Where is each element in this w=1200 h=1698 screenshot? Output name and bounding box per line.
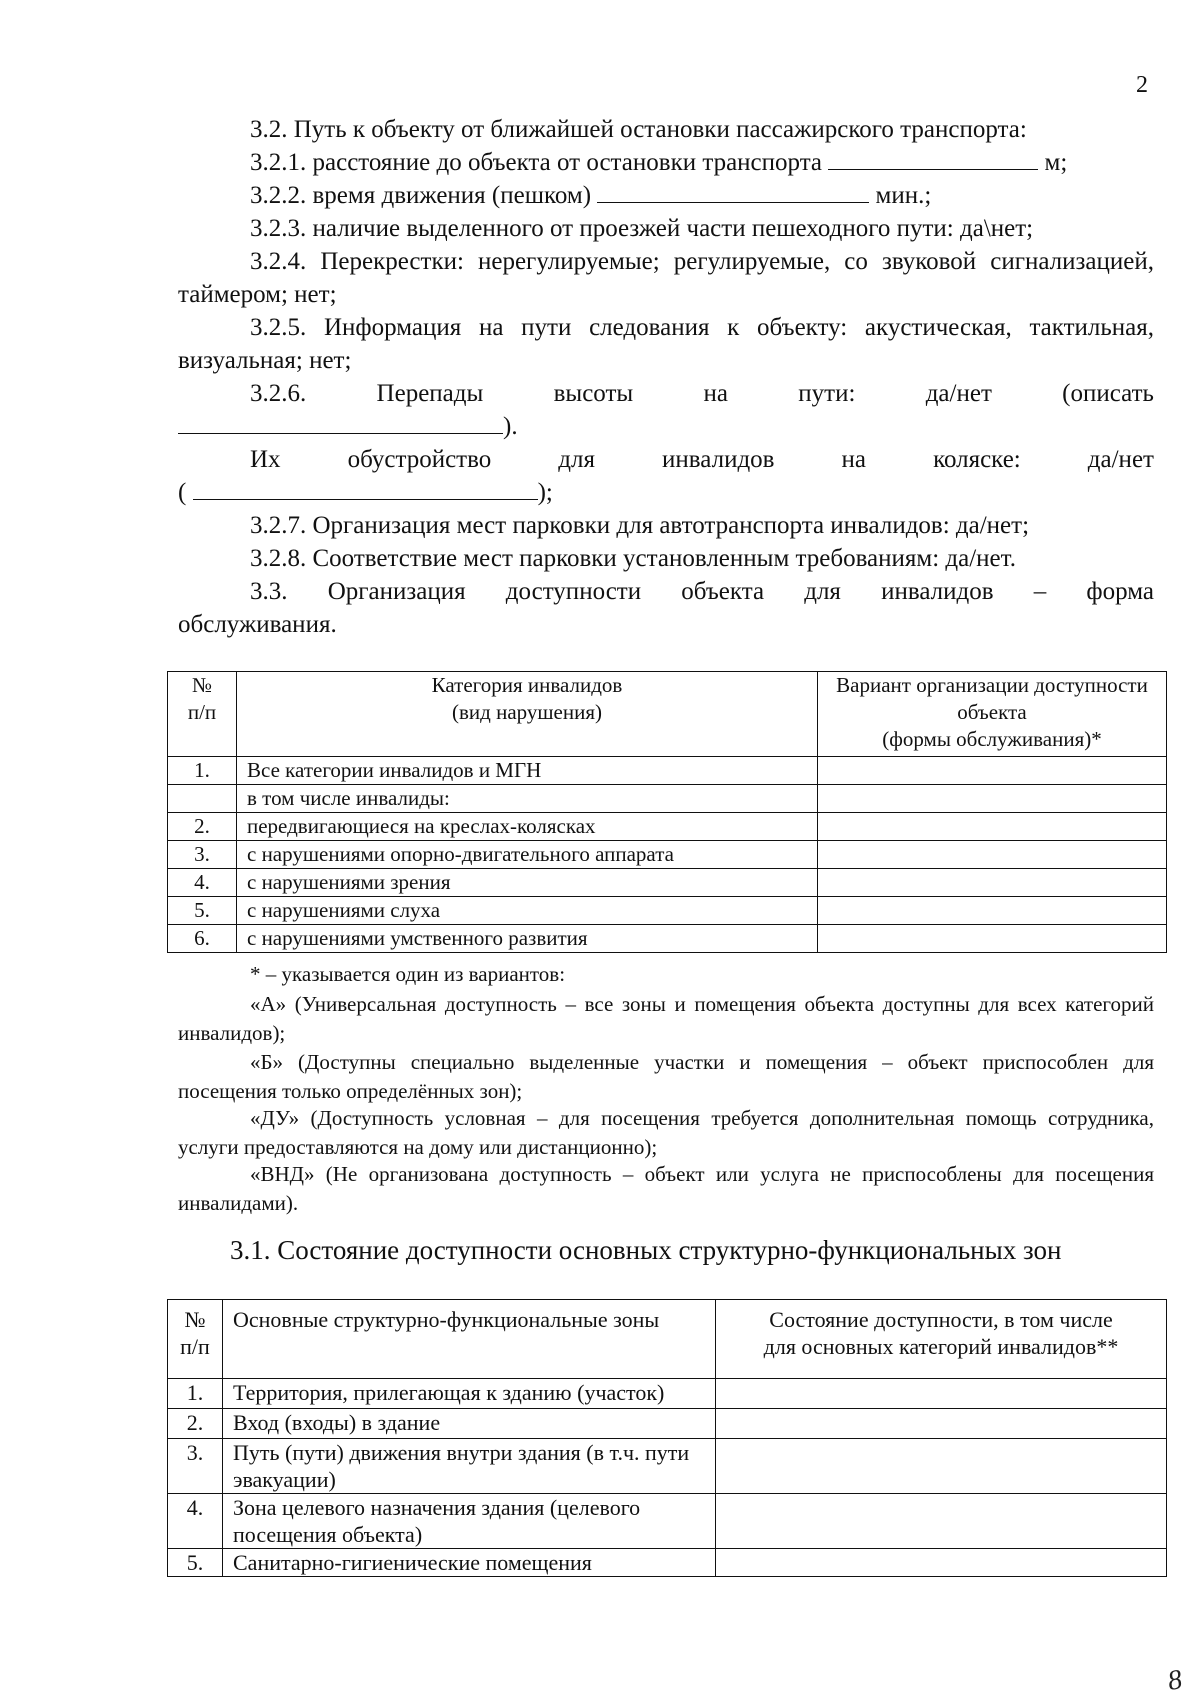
header-number: № п/п [168,672,237,757]
item-3-2-1-label: 3.2.1. расстояние до объекта от остановки транспорта [250,149,823,176]
describe-blank [178,411,503,434]
row-category: в том числе инвалиды: [237,785,818,813]
table-row [168,925,1167,953]
item-3-2-1 [178,146,1154,179]
row-state[interactable] [716,1494,1167,1549]
row-variant[interactable] [818,897,1167,925]
row-number: 1. [168,757,237,785]
item-3-2-7: 3.2.7. Организация мест парковки для автотранспорта инвалидов: да/нет; [250,512,1030,539]
item-3-2-2-unit: мин.; [875,182,932,209]
item-3-2-6b-words [250,443,1154,476]
describe-close: ); [537,479,553,506]
row-category: с нарушениями слуха [237,897,818,925]
table-header-row [168,1300,1167,1379]
word: 3.2.6. [250,380,307,407]
table-row [168,869,1167,897]
note-variant-b: «Б» (Доступны специально выделенные участки и помещения – объект приспособлен для посещения только определённых зон); [178,1050,1154,1103]
note-variant-a: «А» (Универсальная доступность – все зоны и помещения объекта доступны для всех категорий инвалидов); [178,992,1154,1045]
time-blank [597,180,869,203]
word: высоты [553,380,634,407]
table-row [168,813,1167,841]
table-row [168,757,1167,785]
word: для [558,446,595,473]
note-variant-vnd: «ВНД» (Не организована доступность – объект или услуга не приспособлены для посещения инвалидами). [178,1162,1154,1215]
row-category: с нарушениями умственного развития [237,925,818,953]
table-row [168,1379,1167,1409]
word: Их [250,446,281,473]
row-state[interactable] [716,1439,1167,1494]
header-number: № п/п [168,1300,223,1379]
row-zone: Территория, прилегающая к зданию (участок) [223,1379,716,1409]
item-3-2-6b-describe [178,476,1154,509]
word: обустройство [347,446,492,473]
row-variant[interactable] [818,785,1167,813]
header-variant: Вариант организации доступности объекта (формы обслуживания)* [818,672,1167,757]
row-variant[interactable] [818,869,1167,897]
row-variant[interactable] [818,925,1167,953]
row-zone: Зона целевого назначения здания (целевого посещения объекта) [223,1494,716,1549]
row-variant[interactable] [818,841,1167,869]
table-row [168,1494,1167,1549]
distance-blank [828,147,1038,170]
describe-end: ). [503,413,518,440]
row-number [168,785,237,813]
item-3-2-6b-line [250,443,1154,476]
row-variant[interactable] [818,813,1167,841]
table-header-row [168,672,1167,757]
table-row [168,1409,1167,1439]
page-number: 2 [1136,72,1148,98]
row-category: с нарушениями опорно-двигательного аппарата [237,841,818,869]
word: инвалидов [662,446,775,473]
row-number: 5. [168,1549,223,1577]
item-3-3: 3.3. Организация доступности объекта для инвалидов – форма обслуживания. [178,578,1154,638]
word: на [841,446,867,473]
word: Перепады [376,380,484,407]
note-star: * – указывается один из вариантов: [250,962,566,986]
table-row [168,897,1167,925]
word: да/нет [1087,446,1154,473]
word: на [703,380,728,407]
note-variant-du: «ДУ» (Доступность условная – для посещения требуется дополнительная помощь сотрудника, услуги предоставляются на дому или дистанционно); [178,1106,1154,1159]
item-3-2-6-words [250,377,1154,410]
row-zone: Вход (входы) в здание [223,1409,716,1439]
row-number: 1. [168,1379,223,1409]
row-state[interactable] [716,1379,1167,1409]
item-3-2-5: 3.2.5. Информация на пути следования к объекту: акустическая, тактильная, визуальная; нет; [178,314,1154,374]
header-state: Состояние доступности, в том числе для основных категорий инвалидов** [716,1300,1167,1379]
row-number: 3. [168,1439,223,1494]
row-category: Все категории инвалидов и МГН [237,757,818,785]
table-row [168,1439,1167,1494]
row-number: 2. [168,1409,223,1439]
row-zone: Путь (пути) движения внутри здания (в т.ч. пути эвакуации) [223,1439,716,1494]
item-3-2-1-unit: м; [1044,149,1068,176]
describe-open: ( [178,479,187,506]
disability-categories-table [167,671,1167,953]
word: пути: [798,380,856,407]
row-number: 3. [168,841,237,869]
item-3-2-4: 3.2.4. Перекрестки: нерегулируемые; регулируемые, со звуковой сигнализацией, таймером; нет; [178,248,1154,308]
table-row [168,1549,1167,1577]
functional-zones-table [167,1299,1167,1577]
row-category: с нарушениями зрения [237,869,818,897]
item-3-2-8: 3.2.8. Соответствие мест парковки установленным требованиям: да/нет. [250,545,1016,572]
header-category: Категория инвалидов (вид нарушения) [237,672,818,757]
section-3-1-title: 3.1. Состояние доступности основных структурно-функциональных зон [230,1235,1062,1265]
word: (описать [1062,380,1154,407]
row-variant[interactable] [818,757,1167,785]
wheelchair-blank [193,477,538,500]
table-row [168,785,1167,813]
row-zone: Санитарно-гигиенические помещения [223,1549,716,1577]
row-state[interactable] [716,1549,1167,1577]
row-number: 2. [168,813,237,841]
word: да/нет [925,380,992,407]
row-number: 4. [168,1494,223,1549]
row-state[interactable] [716,1409,1167,1439]
item-3-2: 3.2. Путь к объекту от ближайшей остановки пассажирского транспорта: [250,116,1027,143]
corner-handwritten-mark: 8 [1165,1664,1185,1697]
header-zone: Основные структурно-функциональные зоны [223,1300,716,1379]
item-3-2-2 [178,179,1154,212]
item-3-2-3: 3.2.3. наличие выделенного от проезжей части пешеходного пути: да\нет; [250,215,1034,242]
table-row [168,841,1167,869]
item-3-2-2-label: 3.2.2. время движения (пешком) [250,182,592,209]
row-category: передвигающиеся на креслах-колясках [237,813,818,841]
item-3-2-6-line [250,377,1154,410]
row-number: 5. [168,897,237,925]
word: коляске: [933,446,1021,473]
item-3-2-6-describe [178,410,1154,443]
row-number: 4. [168,869,237,897]
row-number: 6. [168,925,237,953]
